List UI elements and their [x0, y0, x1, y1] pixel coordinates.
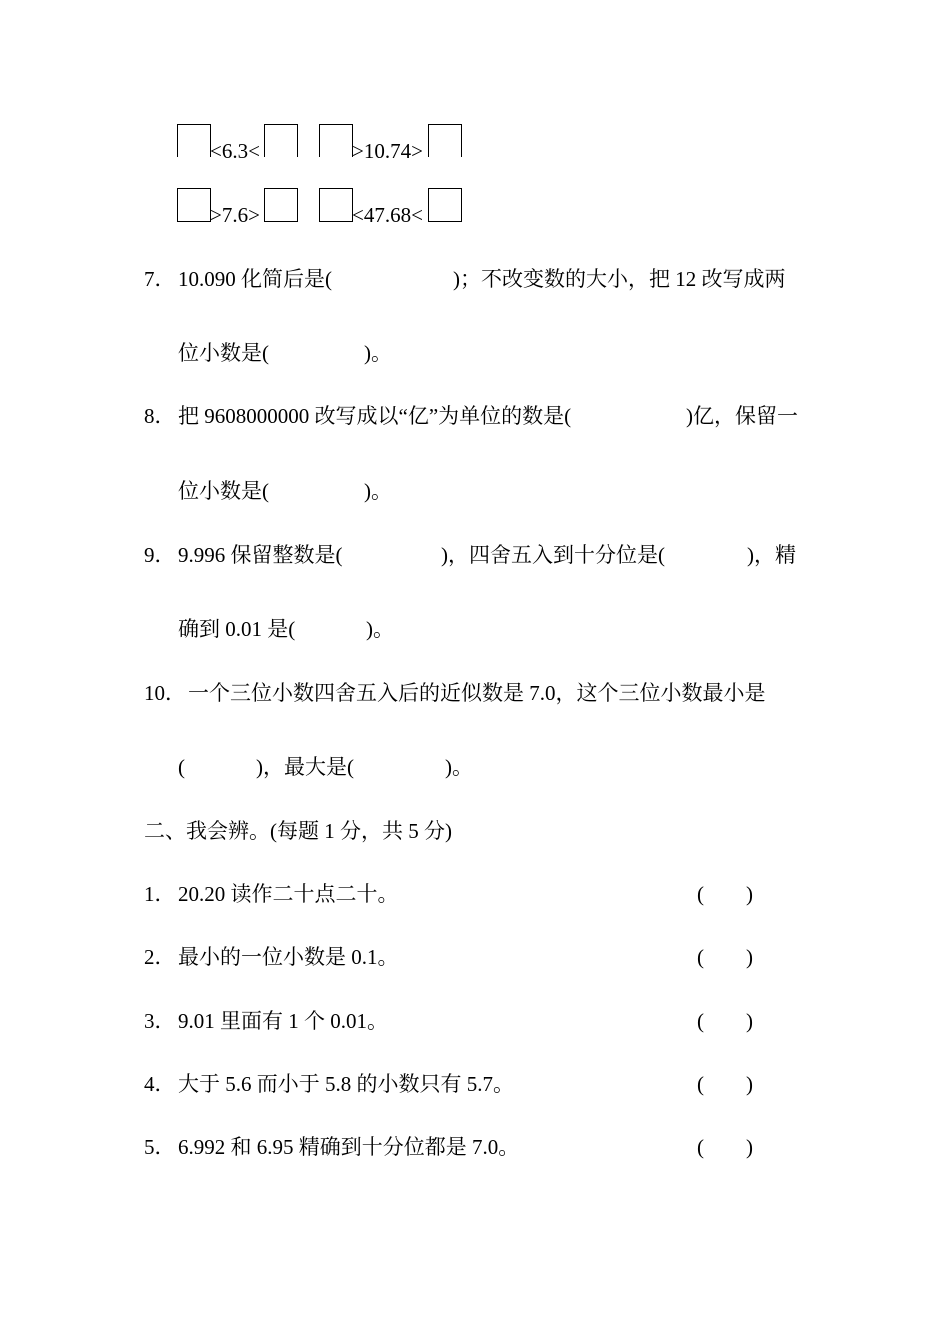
- question-text: 大于 5.6 而小于 5.8 的小数只有 5.7。: [178, 1072, 514, 1096]
- answer-box[interactable]: [264, 188, 298, 222]
- question-text: )，精: [747, 543, 796, 567]
- question-number: 1．: [144, 882, 176, 906]
- answer-parentheses[interactable]: ( ): [697, 1072, 753, 1096]
- question-text: 最小的一位小数是 0.1。: [178, 945, 399, 969]
- question-text: )，最大是(: [256, 755, 354, 779]
- inequality-text: >10.74>: [352, 139, 423, 163]
- answer-box[interactable]: [319, 188, 353, 222]
- section-title: 二、我会辨。(每题 1 分，共 5 分): [144, 819, 452, 843]
- question-text: )，四舍五入到十分位是(: [441, 543, 665, 567]
- question-number: 8．: [144, 404, 176, 428]
- question-number: 4．: [144, 1072, 176, 1096]
- question-text: 把 9608000000 改写成以“亿”为单位的数是(: [178, 404, 572, 428]
- answer-parentheses[interactable]: ( ): [697, 1135, 753, 1159]
- question-text: 10.090 化简后是(: [178, 267, 332, 291]
- question-text: )。: [364, 341, 392, 365]
- question-number: 10．: [144, 681, 186, 705]
- answer-parentheses[interactable]: ( ): [697, 882, 753, 906]
- question-number: 2．: [144, 945, 176, 969]
- question-text: 一个三位小数四舍五入后的近似数是 7.0，这个三位小数最小是: [188, 681, 766, 705]
- question-text: 位小数是(: [178, 341, 269, 365]
- answer-box[interactable]: [264, 124, 298, 157]
- question-text: 9.996 保留整数是(: [178, 543, 343, 567]
- inequality-text: >7.6>: [210, 203, 260, 227]
- question-number: 5．: [144, 1135, 176, 1159]
- answer-box[interactable]: [428, 124, 462, 157]
- question-text: 20.20 读作二十点二十。: [178, 882, 399, 906]
- question-text: )亿，保留一: [686, 404, 798, 428]
- question-text: )。: [364, 479, 392, 503]
- inequality-text: <6.3<: [210, 139, 260, 163]
- answer-parentheses[interactable]: ( ): [697, 945, 753, 969]
- inequality-text: <47.68<: [352, 203, 423, 227]
- question-text: )；不改变数的大小，把 12 改写成两: [453, 267, 786, 291]
- question-text: 确到 0.01 是(: [178, 617, 296, 641]
- answer-box[interactable]: [428, 188, 462, 222]
- answer-box[interactable]: [177, 124, 211, 157]
- question-text: (: [178, 755, 185, 779]
- answer-box[interactable]: [177, 188, 211, 222]
- answer-parentheses[interactable]: ( ): [697, 1009, 753, 1033]
- answer-box[interactable]: [319, 124, 353, 157]
- question-text: )。: [445, 755, 473, 779]
- question-text: 9.01 里面有 1 个 0.01。: [178, 1009, 388, 1033]
- question-number: 3．: [144, 1009, 176, 1033]
- question-text: 6.992 和 6.95 精确到十分位都是 7.0。: [178, 1135, 520, 1159]
- question-number: 7．: [144, 267, 176, 291]
- question-text: )。: [366, 617, 394, 641]
- question-text: 位小数是(: [178, 479, 269, 503]
- question-number: 9．: [144, 543, 176, 567]
